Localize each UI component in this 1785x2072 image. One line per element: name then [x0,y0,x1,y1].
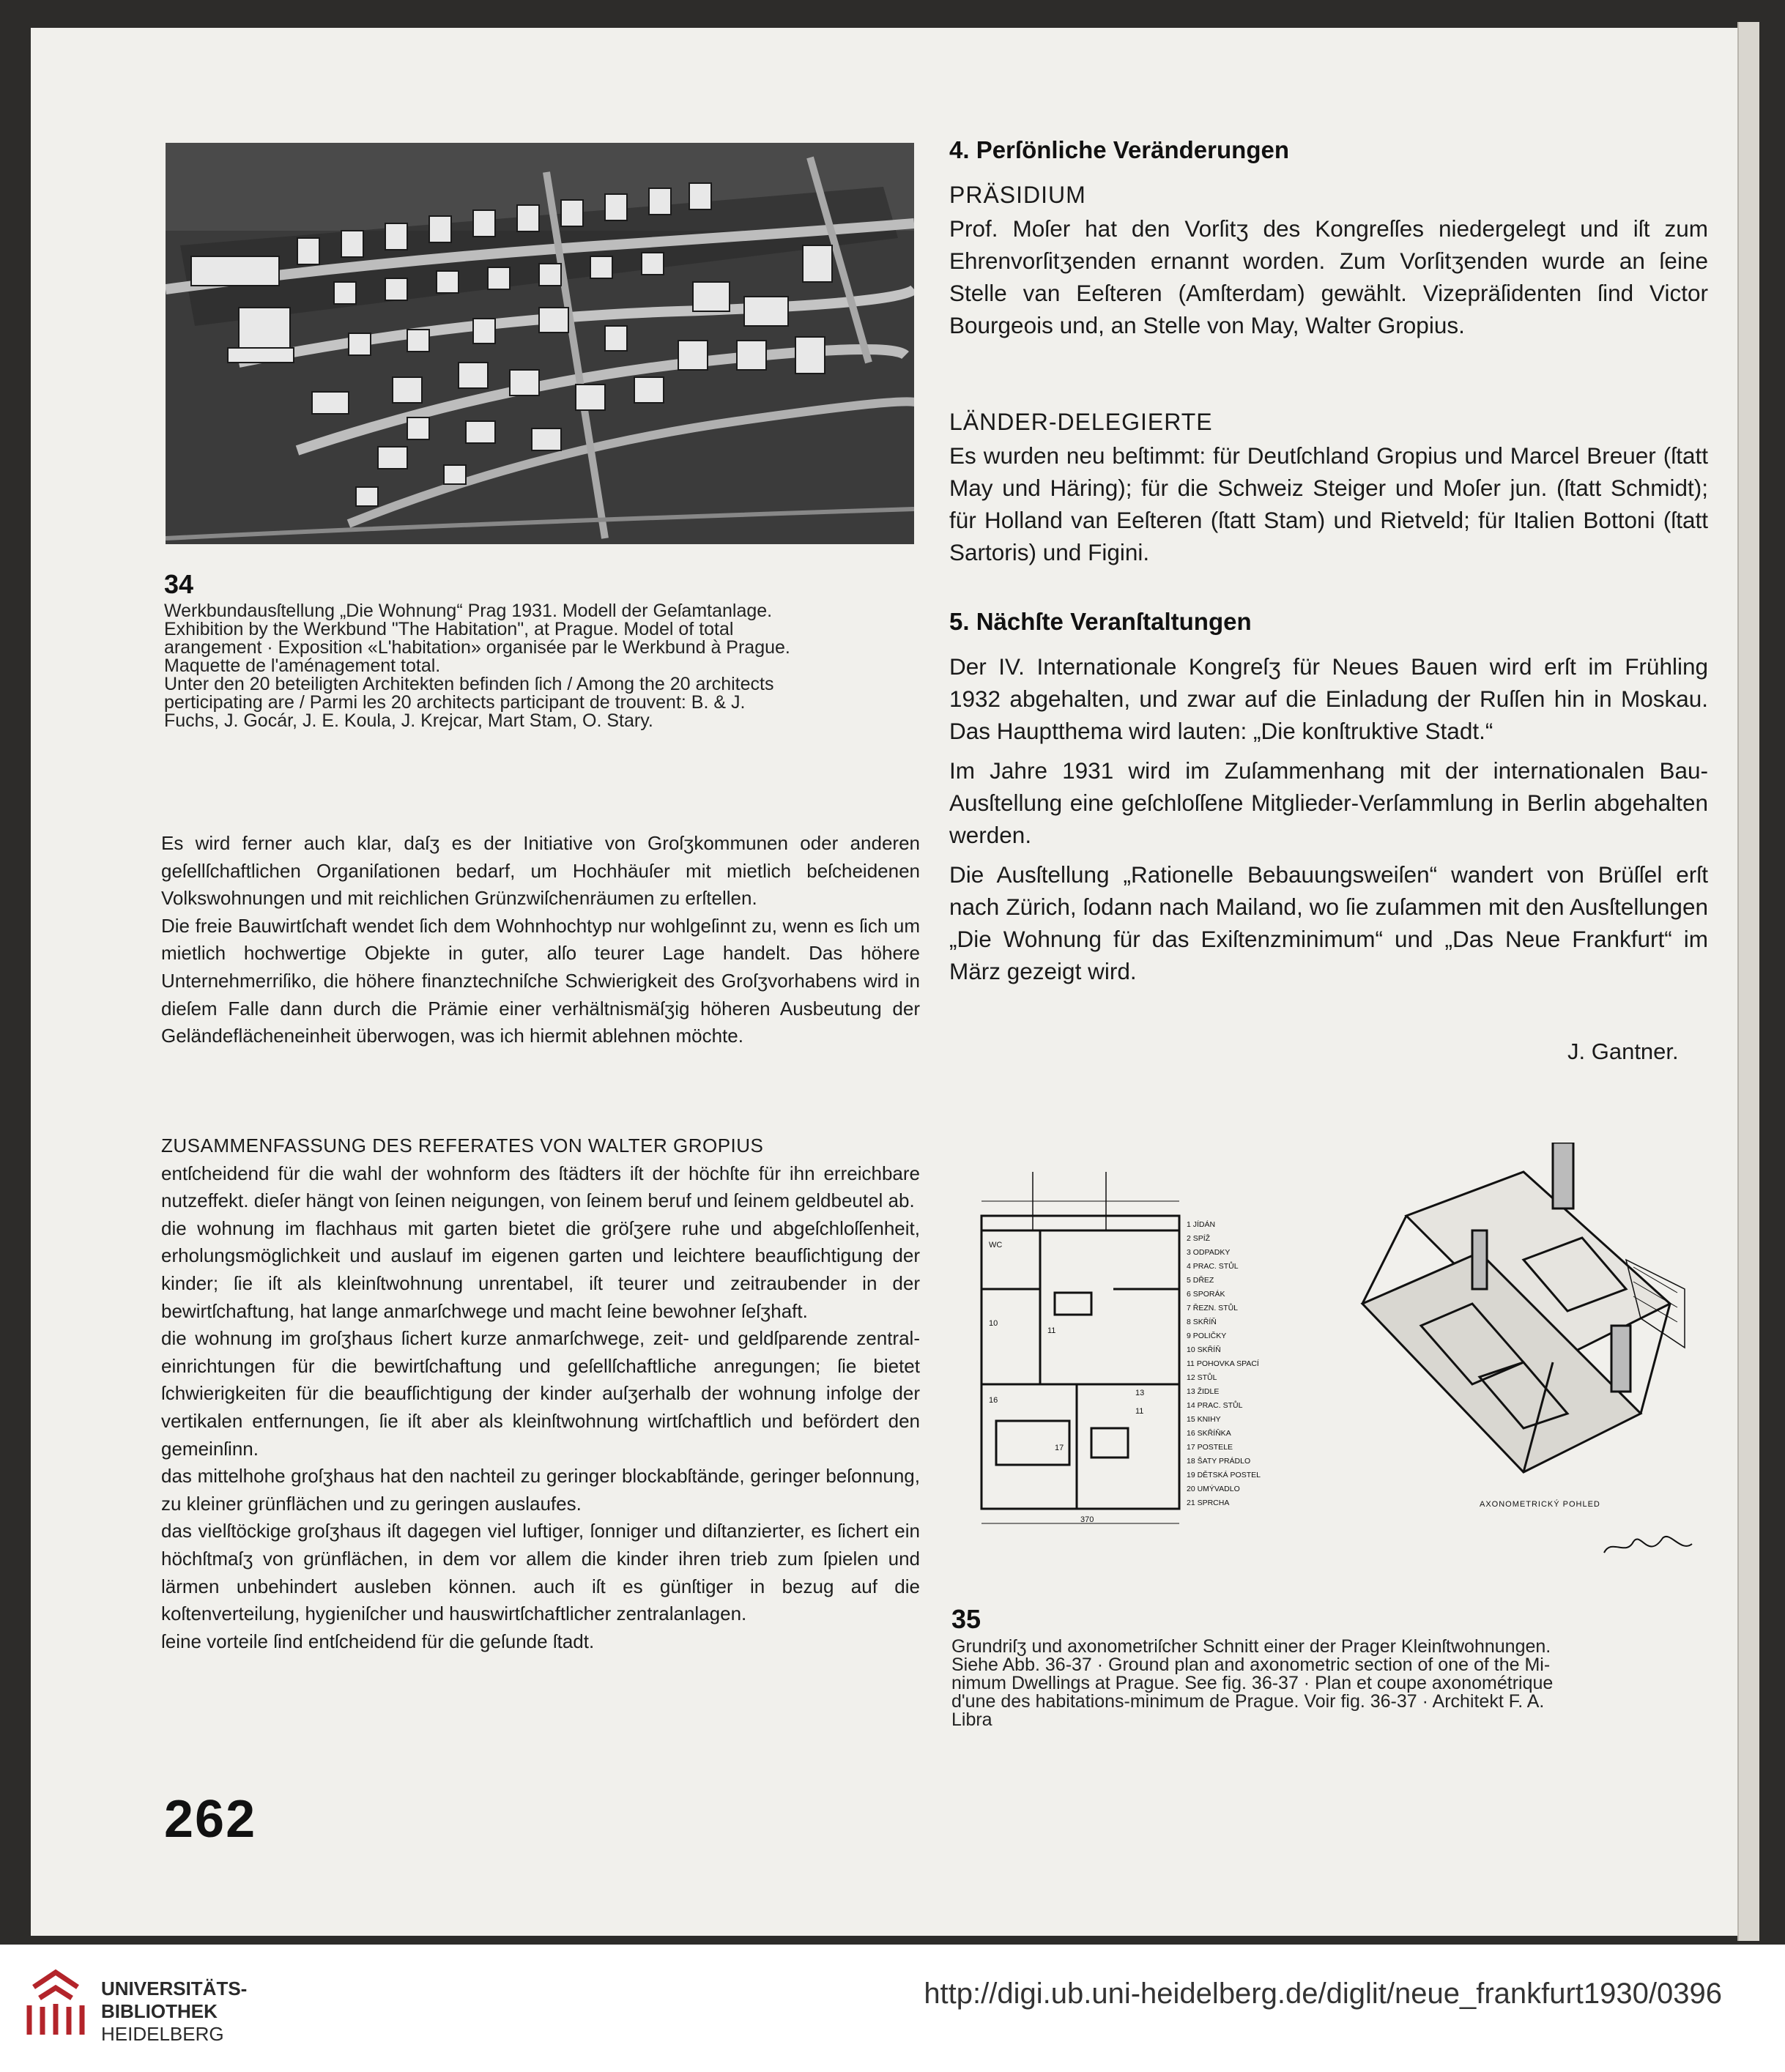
legend-entry: 13 ŽIDLE [1187,1387,1220,1396]
caption-line: Maquette de l'aménagement total. [164,656,441,676]
legend-entry: 5 DŘEZ [1187,1276,1214,1285]
praesidium-subhead: PRÄSIDIUM [949,182,1086,208]
summary-paragraph: die wohnung im flachhaus mit garten bietet die gröſʒere ruhe und abgeſchloſſenheit, erholungsmöglichkeit und auslauf im eigenen garten und leichtere beaufſichtigung der kinder; ſie iſt als kleinſtwohnung unrentabel, iſt teurer und zeitraubender in der bewirtſchaftung, hat lange anmarſchwege und macht ſeine bewohner ſeſʒhaft. [161,1217,920,1322]
section-5-text [949,650,1708,995]
caption-line: d'une des habitations-minimum de Prague. Voir fig. 36-37 · Architekt F. A. [951,1691,1545,1712]
legend-entry: 19 DĚTSKÁ POSTEL [1187,1471,1261,1479]
legend-entry: 8 SKŘÍŇ [1187,1318,1217,1326]
caption-line: nimum Dwellings at Prague. See fig. 36-37 · Plan et coupe axonométrique [951,1673,1554,1693]
architect-signature [1604,1537,1692,1553]
legend-entry: 2 SPÍŽ [1187,1234,1211,1243]
section-5-paragraph: Der IV. Internationale Kongreſʒ für Neues Bauen wird erſt im Frühling 1932 abgehalten, und zwar auf die Einladung der Ruſſen hin in Moskau. Das Hauptthema wird lauten: „Die konſtruktive Stadt.“ [949,653,1708,744]
legend-entry: 1 JÍDÁN [1187,1220,1216,1229]
delegates-paragraph: Es wurden neu beſtimmt: für Deutſchland Gropius und Marcel Breuer (ſtatt May und Häring); für die Schweiz Steiger und Moſer jun. (ſtatt Schmidt); für Holland van Eeſteren (ſtatt Stam) und Rietveld; für Italien Bottoni (ſtatt Sartoris) und Figini. [949,442,1708,565]
library-name [101,1978,247,2046]
legend-entry: 16 SKŘÍŇKA [1187,1429,1231,1438]
body-paragraph: Es wird ferner auch klar, daſʒ es der Initiative von Groſʒkommunen oder anderen geſellſchaftlichen Organiſationen bedarf, um Hochhäuſer mit mietlich beſcheidenen Volkswohnungen und mit reichlichen Grünzwiſchenräumen zu erſtellen. [161,832,920,910]
svg-text:13: 13 [1135,1389,1145,1397]
delegates-subhead: LÄNDER-DELEGIERTE [949,409,1213,435]
legend-entry: 20 UMÝVADLO [1187,1485,1240,1493]
library-name-line: UNIVERSITÄTS- [101,1978,248,1999]
legend-entry: 10 SKŘÍŇ [1187,1345,1221,1354]
legend-entry: 18 ŠATY PRÁDLO [1187,1457,1251,1466]
legend-entry: 11 POHOVKA SPACÍ [1187,1359,1259,1368]
plan-legend [1187,1219,1261,1507]
legend-entry: 17 POSTELE [1187,1443,1233,1452]
section-5-paragraph: Im Jahre 1931 wird im Zuſammenhang mit der internationalen Bau-Ausſtellung eine geſchloſſene Mitglieder-Verſammlung in Berlin abgehalten werden. [949,757,1708,848]
caption-line: Siehe Abb. 36-37 · Ground plan and axonometric section of one of the Mi- [951,1655,1551,1675]
legend-entry: 7 ŘEZN. STŮL [1187,1304,1239,1312]
page-edge [1737,22,1759,1941]
figure-34-caption [164,602,919,730]
figure-35-number: 35 [951,1604,981,1634]
delegates-text [949,439,1708,576]
svg-text:17: 17 [1055,1444,1064,1452]
caption-line: Unter den 20 beteiligten Architekten befinden ſich / Among the 20 architects [164,674,774,694]
plan-dimension: 370 [1080,1515,1094,1524]
legend-entry: 6 SPORÁK [1187,1290,1225,1299]
svg-text:16: 16 [989,1396,998,1405]
summary-paragraph: ſeine vorteile ſind entſcheidend für die geſunde ſtadt. [161,1630,595,1652]
section-5-paragraph: Die Ausſtellung „Rationelle Bebauungsweiſen“ wandert von Brüſſel erſt nach Zürich, ſodann nach Mailand, wo ſie zuſammen mit den Ausſtellungen „Die Wohnung für das Exiſtenzminimum“ und „Das Neue Frankfurt“ im März gezeigt wird. [949,861,1708,984]
axonometric-label: AXONOMETRICKÝ POHLED [1480,1500,1600,1509]
summary-block [161,1132,920,1655]
legend-entry: 9 POLIČKY [1187,1332,1227,1340]
legend-entry: 15 KNIHY [1187,1415,1221,1424]
summary-paragraph: die wohnung im groſʒhaus ſichert kurze anmarſchwege, zeit- und geldſparende zentral-einrichtungen für die bewirtſchaftung und geſellſchaftliche anregungen; ſie bietet ſchwierigkeiten für die beaufſichtigung der kinder auſʒerhalb der wohnung infolge der vertikalen entfernungen, ſie iſt aber als kleinſtwohnung wirtſchaftlich und befördert den gemeinſinn. [161,1327,920,1460]
caption-line: Werkbundausſtellung „Die Wohnung“ Prag 1931. Modell der Geſamtanlage. [164,601,773,621]
legend-entry: 14 PRAC. STŮL [1187,1401,1243,1410]
praesidium-paragraph: Prof. Moſer hat den Vorſitʒ des Kongreſſes niedergelegt und iſt zum Ehrenvorſitʒenden ernannt worden. Zum Vorſitʒenden wurde an ſeine Stelle van Eeſteren (Amſterdam) gewählt. Vizepräſidenten ſind Victor Bourgeois und, an Stelle von May, Walter Gropius. [949,215,1708,338]
summary-paragraph: das mittelhohe groſʒhaus hat den nachteil zu geringer blockabſtände, geringer beſonnung, zu kleiner grünflächen und zu geringen auslaufes. [161,1465,920,1515]
body-paragraph: Die freie Bauwirtſchaft wendet ſich dem Wohnhochtyp nur wohlgeſinnt zu, wenn es ſich um mietlich hochwertige Objekte in guter, alſo teurer Lage handelt. Das höhere Unternehmerriſiko, die höhere finanztechniſche Schwierigkeit des Groſʒvorhabens wird in dieſem Falle dann durch die Prämie einer verhältnismäſʒig höheren Ausbeutung der Geländeflächeneinheit überwogen, was ich hiermit ablehnen möchte. [161,914,920,1047]
praesidium-text [949,212,1708,349]
legend-entry: 12 STŮL [1187,1373,1217,1382]
library-logo-icon [19,1961,92,2042]
library-name-line: BIBLIOTHEK [101,2000,218,2022]
library-name-line: HEIDELBERG [101,2023,224,2045]
caption-line: Grundriſʒ und axonometriſcher Schnitt einer der Prager Kleinſtwohnungen. [951,1636,1551,1657]
svg-text:11: 11 [1135,1407,1144,1416]
svg-text:11: 11 [1047,1326,1056,1335]
summary-paragraph: das vielſtöckige groſʒhaus iſt dagegen viel luftiger, ſonniger und diſtanzierter, es ſichert ein höchſtmaſʒ von grünflächen, in dem vor allem die kinder ihren trieb zum ſpielen und lärmen unbehindert ausleben können. auch iſt es günſtiger in bezug auf die koſtenverteilung, hygieniſcher und hauswirtſchaftlicher zentralanlagen. [161,1520,920,1625]
caption-line: perticipating are / Parmi les 20 architects participant de trouvent: B. & J. [164,692,746,713]
caption-line: Libra [951,1709,992,1730]
source-url[interactable]: http://digi.ub.uni-heidelberg.de/diglit/neue_frankfurt1930/0396 [924,1978,1722,2010]
svg-text:WC: WC [989,1241,1003,1249]
summary-paragraph: entſcheidend für die wahl der wohnform des ſtädters iſt der höchſte für ihn erreichbare nutzeffekt. dieſer hängt von ſeinen neigungen, von ſeinem beruf und ſeinem geldbeutel ab. [161,1162,920,1212]
legend-entry: 21 SPRCHA [1187,1499,1230,1507]
figure-34-photo [166,143,914,544]
caption-line: Fuchs, J. Gocár, J. E. Koula, J. Krejcar, Mart Stam, O. Stary. [164,710,653,731]
legend-entry: 3 ODPADKY [1187,1248,1231,1257]
caption-line: arangement · Exposition «L'habitation» organisée par le Werkbund à Prague. [164,637,790,658]
figure-34-number: 34 [164,569,194,599]
section-4-heading: 4. Perſönliche Veränderungen [949,136,1289,163]
signature: J. Gantner. [1567,1039,1679,1064]
legend-entry: 4 PRAC. STŮL [1187,1262,1239,1271]
summary-heading: ZUSAMMENFASSUNG DES REFERATES VON WALTER GROPIUS [161,1135,764,1156]
ground-plan [981,1172,1179,1523]
section-5-heading: 5. Nächſte Veranſtaltungen [949,608,1252,635]
svg-text:10: 10 [989,1319,998,1328]
figure-35-drawings [967,1143,1699,1597]
axonometric-section [1362,1143,1685,1472]
figure-35-caption [951,1638,1713,1729]
caption-line: Exhibition by the Werkbund "The Habitation", at Prague. Model of total [164,619,734,639]
left-body-text [161,830,920,1050]
page-number: 262 [164,1790,257,1849]
